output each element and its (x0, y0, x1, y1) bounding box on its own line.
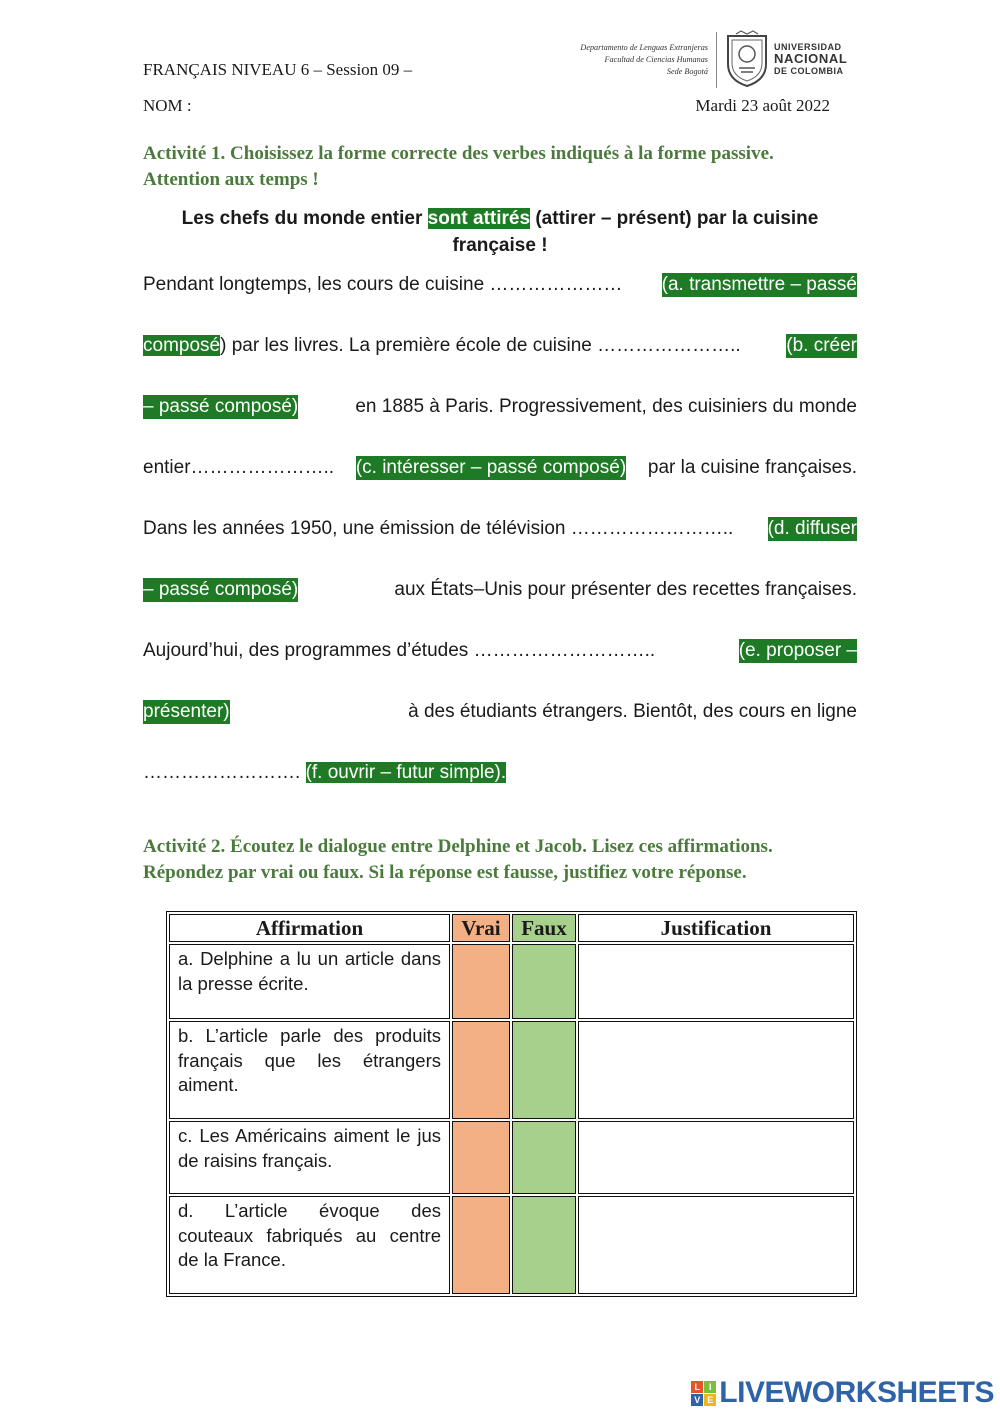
affirmation-cell: b. L’article parle des produits français que les étrangers aiment. (169, 1021, 450, 1119)
exercise-text[interactable]: entier………………….. (143, 457, 335, 478)
example-text: (attirer – présent) par la cuisine (530, 208, 819, 229)
liveworksheets-logo[interactable] (691, 1376, 994, 1410)
vrai-answer-cell[interactable] (452, 1121, 510, 1194)
exercise-line (143, 273, 857, 297)
verb-hint-e-cont: présenter) (143, 701, 230, 722)
justification-cell[interactable] (578, 1196, 854, 1294)
affirmation-cell: c. Les Américains aiment le jus de raisins français. (169, 1121, 450, 1194)
icon-letter: I (704, 1381, 716, 1393)
activity-1-title (143, 141, 857, 193)
affirmation-cell: d. L’article évoque des couteaux fabriqués au centre de la France. (169, 1196, 450, 1294)
university-logo (560, 28, 860, 92)
example-answer-highlight: sont attirés (427, 208, 531, 229)
justification-cell[interactable] (578, 1021, 854, 1119)
activity-1-title-line: Activité 1. Choisissez la forme correcte des verbes indiqués à la forme passive. (143, 143, 774, 164)
justification-cell[interactable] (578, 944, 854, 1019)
header-faux: Faux (512, 914, 576, 942)
faux-answer-cell[interactable] (512, 1121, 576, 1194)
table-row (169, 1196, 854, 1294)
univ-line-1: UNIVERSIDAD (774, 42, 842, 52)
exercise-line (143, 761, 857, 785)
affirmation-table (166, 911, 857, 1297)
exercise-text[interactable]: Pendant longtemps, les cours de cuisine ………………… (143, 274, 623, 295)
table-row (169, 1121, 854, 1194)
table-row (169, 944, 854, 1019)
vrai-answer-cell[interactable] (452, 1021, 510, 1119)
activity-1-title-line: Attention aux temps ! (143, 169, 319, 190)
verb-hint-d-cont: – passé composé) (143, 579, 299, 600)
department-text (560, 42, 708, 78)
exercise-text[interactable]: Dans les années 1950, une émission de télévision …………………….. (143, 518, 734, 539)
verb-hint-a: (a. transmettre – passé (661, 274, 857, 295)
faux-answer-cell[interactable] (512, 1021, 576, 1119)
verb-hint-e: (e. proposer – (738, 640, 857, 661)
exercise-text[interactable]: ……………………. (143, 762, 306, 783)
logo-divider (716, 32, 717, 88)
verb-hint-c: (c. intéresser – passé composé) (355, 457, 627, 478)
verb-hint-d: (d. diffuser (767, 518, 857, 539)
name-label: NOM : (143, 96, 192, 115)
affirmation-cell: a. Delphine a lu un article dans la presse écrite. (169, 944, 450, 1019)
department-line: Departamento de Lenguas Extranjeras (580, 43, 708, 52)
campus-line: Sede Bogotá (666, 67, 708, 76)
example-text: Les chefs du monde entier (181, 208, 428, 229)
date: Mardi 23 août 2022 (695, 96, 830, 115)
exercise-line (143, 456, 857, 480)
exercise-line (143, 639, 857, 663)
exercise-text: en 1885 à Paris. Progressivement, des cuisiniers du monde (355, 396, 857, 417)
icon-letter: V (691, 1394, 703, 1406)
example-sentence (143, 205, 857, 259)
verb-hint-f: (f. ouvrir – futur simple). (305, 762, 507, 783)
table-row (169, 1021, 854, 1119)
university-seal-icon (724, 30, 770, 88)
exercise-line (143, 395, 857, 419)
faculty-line: Facultad de Ciencias Humanas (604, 55, 708, 64)
header-justification: Justification (578, 914, 854, 942)
exercise-text[interactable]: Aujourd’hui, des programmes d’études ……………………….. (143, 640, 656, 661)
exercise-text: aux États–Unis pour présenter des recettes françaises. (394, 579, 857, 600)
example-text: française ! (452, 235, 548, 256)
exercise-line (143, 517, 857, 541)
course-title: FRANÇAIS NIVEAU 6 – Session 09 – (143, 60, 413, 79)
exercise-text: par la cuisine françaises. (647, 457, 857, 478)
vrai-answer-cell[interactable] (452, 944, 510, 1019)
activity-2-title-line: Activité 2. Écoutez le dialogue entre Delphine et Jacob. Lisez ces affirmations. (143, 836, 773, 857)
verb-hint-a-cont: composé (143, 335, 221, 356)
faux-answer-cell[interactable] (512, 944, 576, 1019)
exercise-line (143, 578, 857, 602)
exercise-line (143, 700, 857, 724)
justification-cell[interactable] (578, 1121, 854, 1194)
icon-letter: E (704, 1394, 716, 1406)
univ-line-3: DE COLOMBIA (774, 66, 844, 76)
faux-answer-cell[interactable] (512, 1196, 576, 1294)
exercise-text[interactable]: ) par les livres. La première école de cuisine ………………….. (220, 335, 741, 356)
liveworksheets-brand: LIVEWORKSHEETS (719, 1376, 994, 1409)
liveworksheets-icon (691, 1381, 716, 1406)
exercise-line (143, 334, 857, 358)
verb-hint-b: (b. créer (786, 335, 857, 356)
exercise-text: à des étudiants étrangers. Bientôt, des cours en ligne (408, 701, 857, 722)
university-name (774, 42, 847, 76)
header-affirmation: Affirmation (169, 914, 450, 942)
activity-2-title-line: Répondez par vrai ou faux. Si la réponse est fausse, justifiez votre réponse. (143, 862, 747, 883)
univ-line-2: NACIONAL (774, 51, 848, 66)
table-header-row (169, 914, 854, 942)
icon-letter: L (691, 1381, 703, 1393)
verb-hint-b-cont: – passé composé) (143, 396, 299, 417)
vrai-answer-cell[interactable] (452, 1196, 510, 1294)
header-vrai: Vrai (452, 914, 510, 942)
activity-2-title (143, 834, 857, 886)
